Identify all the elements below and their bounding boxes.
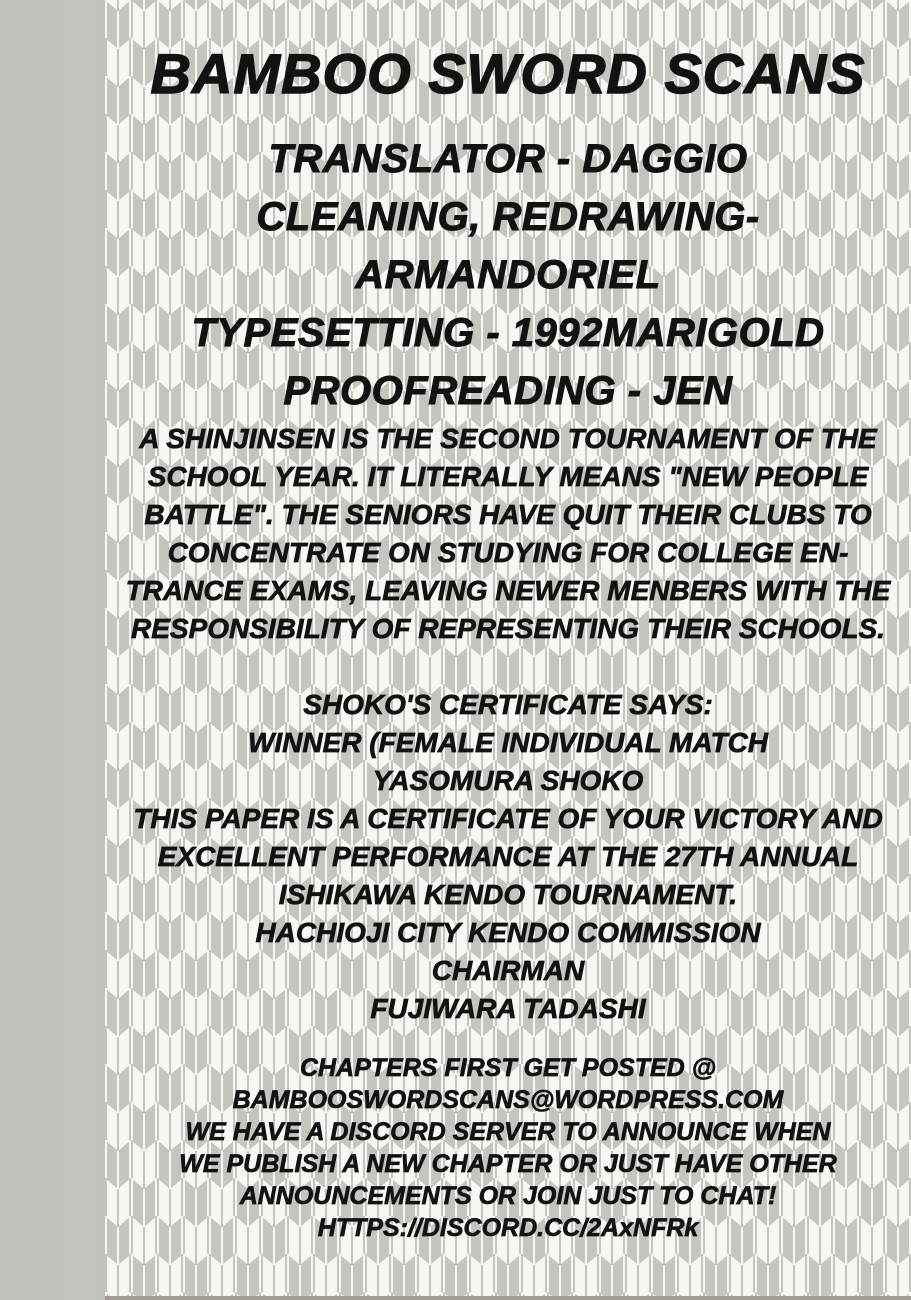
text-line: CHAIRMAN (431, 955, 585, 986)
page-bottom-edge (105, 1296, 911, 1300)
group-title: BAMBOO SWORD SCANS (150, 42, 866, 105)
text-line: WINNER (FEMALE INDIVIDUAL MATCH (247, 727, 769, 758)
text-line: SCHOOL YEAR. IT LITERALLY MEANS "NEW PEOPLE (147, 461, 869, 492)
credits-block (105, 130, 911, 420)
text-line: RESPONSIBILITY OF REPRESENTING THEIR SCHOOLS. (130, 613, 886, 644)
translator-note-block (105, 420, 911, 648)
certificate-note-block (105, 686, 911, 1028)
text-line: TRANCE EXAMS, LEAVING NEWER MENBERS WITH THE (125, 575, 891, 606)
text-line: CLEANING, REDRAWING- (256, 195, 760, 239)
text-line: ISHIKAWA KENDO TOURNAMENT. (278, 879, 738, 910)
text-line: PROOFREADING - JEN (283, 369, 733, 413)
text-line: WE HAVE A DISCORD SERVER TO ANNOUNCE WHEN (185, 1118, 831, 1146)
text-line: ARMANDORIEL (355, 253, 661, 297)
text-line: TRANSLATOR - DAGGIO (268, 137, 748, 181)
page-left-margin (0, 0, 105, 1300)
text-line: CONCENTRATE ON STUDYING FOR COLLEGE EN- (167, 537, 849, 568)
text-line: ANNOUNCEMENTS OR JOIN JUST TO CHAT! (239, 1182, 777, 1210)
text-line: HACHIOJI CITY KENDO COMMISSION (255, 917, 761, 948)
text-line: SHOKO'S CERTIFICATE SAYS: (303, 689, 713, 720)
text-line: HTTPS://DISCORD.CC/2AxNFRk (317, 1214, 699, 1242)
text-line: CHAPTERS FIRST GET POSTED @ (299, 1054, 717, 1082)
footer-contact-block (105, 1052, 911, 1244)
text-line: WE PUBLISH A NEW CHAPTER OR JUST HAVE OTHER (179, 1150, 837, 1178)
text-line: THIS PAPER IS A CERTIFICATE OF YOUR VICTORY AND (133, 803, 883, 834)
text-line: EXCELLENT PERFORMANCE AT THE 27TH ANNUAL (157, 841, 859, 872)
text-line: TYPESETTING - 1992MARIGOLD (191, 311, 825, 355)
page-text-layer (105, 0, 911, 1300)
text-line: YASOMURA SHOKO (372, 765, 644, 796)
text-line: BATTLE". THE SENIORS HAVE QUIT THEIR CLUBS TO (144, 499, 872, 530)
text-line: A SHINJINSEN IS THE SECOND TOURNAMENT OF THE (139, 423, 877, 454)
text-line: BAMBOOSWORDSCANS@WORDPRESS.COM (232, 1086, 784, 1114)
text-line: FUJIWARA TADASHI (370, 993, 646, 1024)
